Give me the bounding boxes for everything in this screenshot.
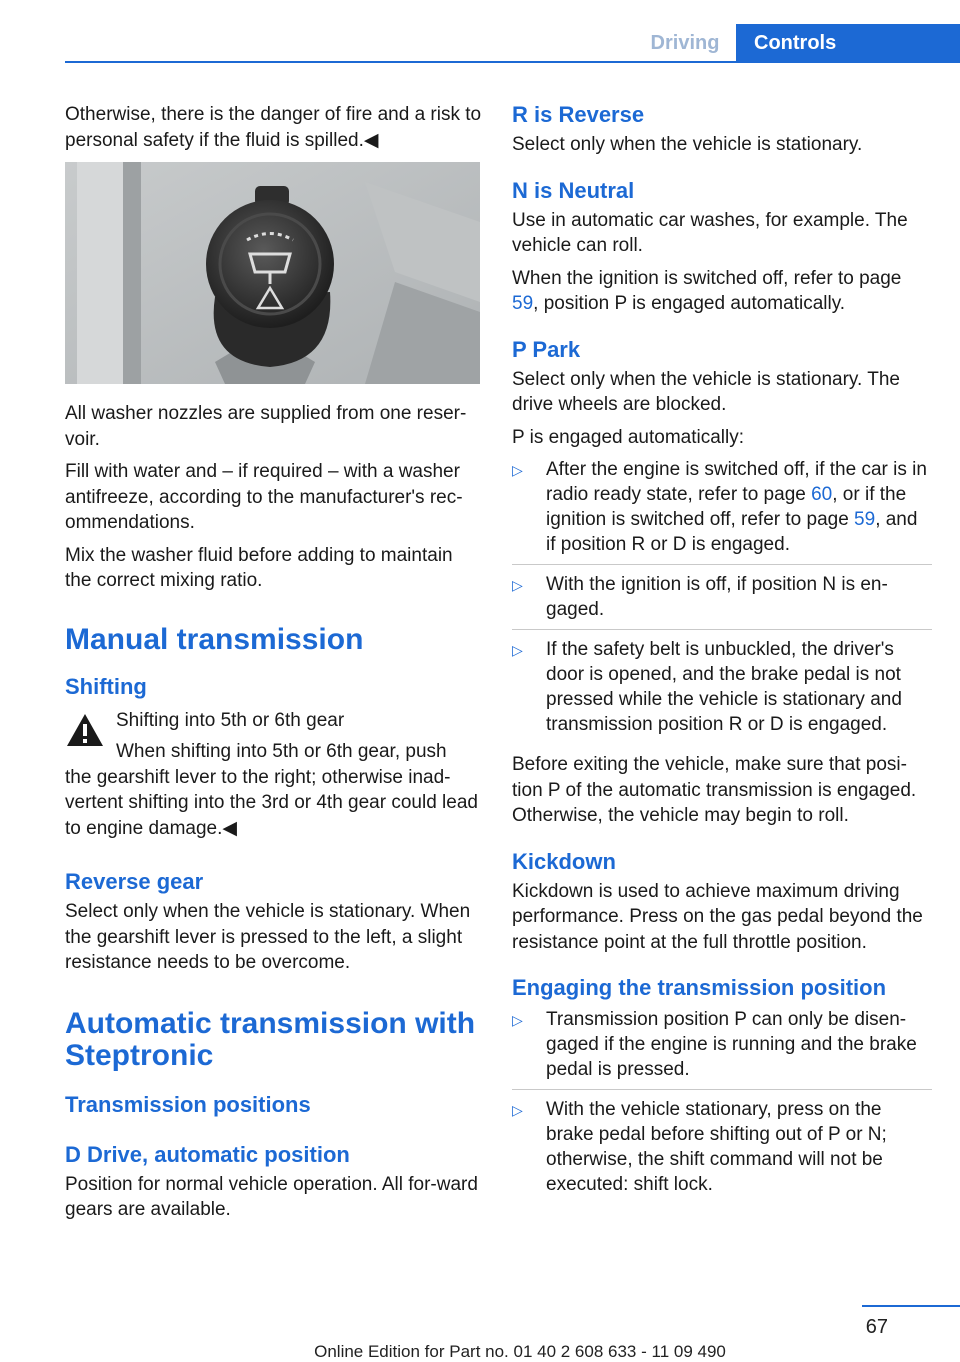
list-item: ▷ With the vehicle stationary, press on the brake pedal before shifting out of P or N; otherwise, the shift command will not be executed: shift lock.: [512, 1099, 887, 1195]
header-rule: [65, 61, 960, 63]
heading-d-drive: D Drive, automatic position: [65, 1141, 350, 1167]
ignition-text-a: When the ignition is switched off, refer to page: [512, 267, 902, 289]
paragraph-d-drive: Position for normal vehicle operation. All for-ward gears are available.: [65, 1173, 478, 1220]
heading-r-reverse: R is Reverse: [512, 102, 645, 127]
paragraph-before-exiting: Before exiting the vehicle, make sure that posi-tion P of the automatic transmission is engaged. Otherwise, the vehicle may begin to roll.: [512, 754, 917, 826]
reservoir-image: [65, 162, 480, 384]
page-link-60[interactable]: 60: [811, 484, 833, 505]
heading-engaging-position: Engaging the transmission position: [512, 975, 887, 1000]
warning-body: the gearshift lever to the right; otherwise inad-vertent shifting into the 3rd or 4th gear could lead to engine damage.◀: [65, 766, 478, 839]
paragraph-reverse-gear: Select only when the vehicle is stationary. When the gearshift lever is pressed to the left, a slight resistance needs to be overcome.: [65, 901, 471, 973]
heading-automatic-transmission: Automatic transmission with Steptronic: [65, 1006, 476, 1072]
heading-n-neutral: N is Neutral: [512, 177, 635, 203]
page-link-59[interactable]: 59: [512, 293, 534, 314]
left-column: [65, 102, 483, 1230]
heading-transmission-positions: Transmission positions: [65, 1091, 311, 1117]
warning-triangle-icon: [65, 712, 105, 748]
paragraph-fill: Fill with water and – if required – with a washer antifreeze, according to the manufacturer's rec-ommendations.: [65, 461, 463, 533]
header-tab-controls[interactable]: Controls: [736, 24, 960, 62]
footer-rule: [862, 1305, 960, 1307]
bullet-triangle-icon: ▷: [512, 642, 523, 658]
page-header: [0, 24, 960, 62]
right-column: [512, 102, 932, 1212]
paragraph-ignition: [512, 266, 932, 317]
list-item: ▷ Transmission position P can only be disen-gaged if the engine is running and the brake pedal is pressed.: [512, 1007, 932, 1090]
paragraph-kickdown: Kickdown is used to achieve maximum driving performance. Press on the gas pedal beyond the resistance point at the full throttle position.: [512, 880, 923, 953]
paragraph-p-auto: P is engaged automatically:: [512, 426, 745, 448]
paragraph-p-park: Select only when the vehicle is stationary. The drive wheels are blocked.: [512, 368, 900, 415]
warning-line-1: When shifting into 5th or 6th gear, push: [116, 741, 447, 762]
bullet-triangle-icon: ▷: [512, 1012, 523, 1028]
header-tab-driving[interactable]: Driving: [650, 31, 720, 54]
heading-reverse-gear: Reverse gear: [65, 869, 204, 894]
heading-p-park: P Park: [512, 336, 581, 362]
heading-shifting: Shifting: [65, 673, 147, 699]
bullet-triangle-icon: ▷: [512, 1102, 523, 1118]
ignition-text-b: , position P is engaged automatically.: [533, 293, 846, 314]
heading-kickdown: Kickdown: [512, 848, 616, 874]
page-number: 67: [865, 1316, 888, 1338]
paragraph-intro: Otherwise, there is the danger of fire and a risk to personal safety if the fluid is spilled.◀: [65, 104, 482, 151]
washer-reservoir-cap-photo: [65, 162, 480, 384]
paragraph-n-neutral: Use in automatic car washes, for example. The vehicle can roll.: [512, 209, 908, 256]
page-link-59[interactable]: 59: [854, 509, 876, 530]
list-item: ▷ With the ignition is off, if position N is en-gaged.: [512, 572, 932, 630]
engaging-list: [512, 1007, 932, 1204]
warning-block: [65, 708, 483, 842]
paragraph-mix: Mix the washer fluid before adding to maintain the correct mixing ratio.: [65, 544, 453, 591]
list-item: ▷ If the safety belt is unbuckled, the driver's door is opened, and the brake pedal is not pressed while the vehicle is stationary and transmission position R or D is engaged.: [512, 639, 902, 735]
paragraph-nozzles: All washer nozzles are supplied from one reser-voir.: [65, 403, 467, 450]
bullet-triangle-icon: ▷: [512, 577, 523, 593]
warning-title: Shifting into 5th or 6th gear: [116, 709, 345, 731]
park-conditions-list: [512, 457, 932, 744]
bullet-triangle-icon: ▷: [512, 462, 523, 478]
list-item: ▷ After the engine is switched off, if the car is in radio ready state, refer to page 60, or if the ignition is switched off, refer to page 59, and if position R or D is engaged.: [512, 457, 932, 565]
paragraph-r-reverse: Select only when the vehicle is stationary.: [512, 134, 863, 155]
edition-line: Online Edition for Part no. 01 40 2 608 633 - 11 09 490: [314, 1342, 726, 1361]
heading-manual-transmission: Manual transmission: [65, 622, 364, 656]
